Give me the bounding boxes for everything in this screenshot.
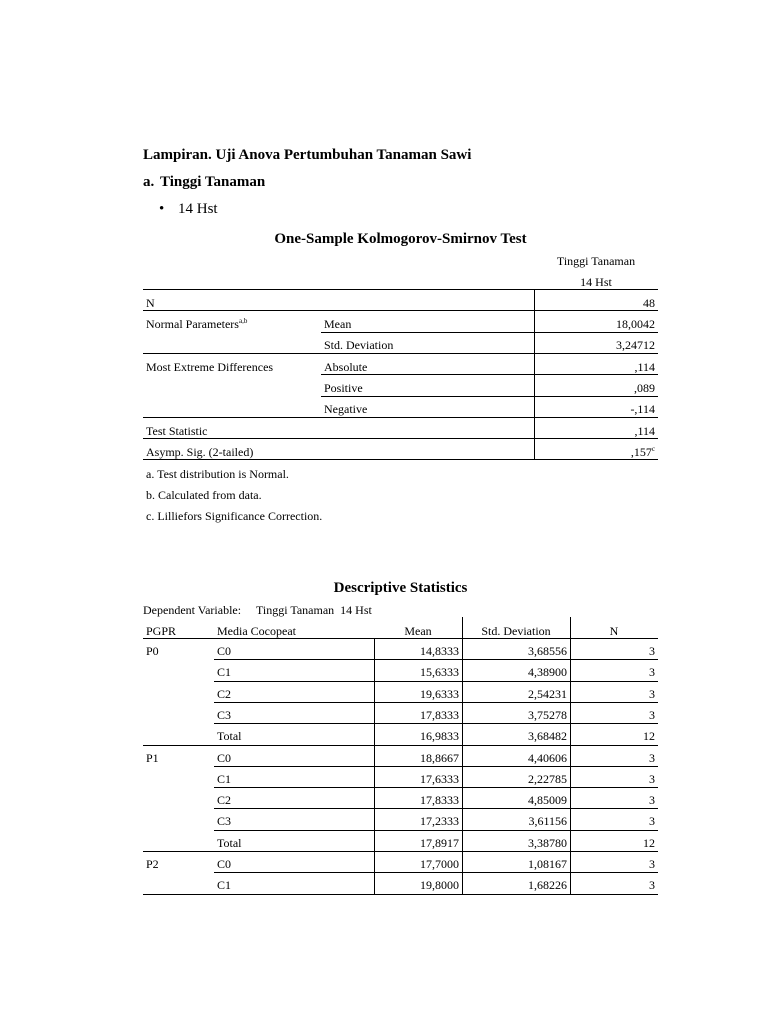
ks-asymp-label: Asymp. Sig. (2-tailed): [146, 445, 254, 459]
desc-cell-n: 3: [649, 686, 655, 701]
ks-col-header-line1: Tinggi Tanaman: [556, 254, 636, 268]
desc-cell-n: 3: [649, 750, 655, 765]
ks-normal-params-sup: a,b: [238, 317, 248, 325]
desc-cell-std: 1,68226: [528, 878, 567, 893]
ks-normal-params-label: Normal Parameters$^{a,b}$: [146, 317, 248, 331]
desc-cell-std: 2,22785: [528, 771, 567, 786]
ks-asymp-value: ,157$^c$: [630, 445, 655, 459]
ks-footnote-b: b. Calculated from data.: [146, 488, 262, 502]
desc-header-media: Media Cocopeat: [217, 624, 296, 638]
ks-footnote-a: a. Test distribution is Normal.: [146, 467, 289, 481]
desc-cell-pgpr: P0: [146, 644, 159, 658]
desc-cell-mean: 17,8917: [420, 835, 459, 850]
ks-footnote-c: c. Lilliefors Significance Correction.: [146, 509, 323, 523]
desc-header-std: Std. Deviation: [481, 624, 551, 638]
bullet-text: 14 Hst: [178, 201, 218, 217]
desc-cell-media: C1: [217, 771, 232, 786]
desc-cell-mean: 19,6333: [420, 686, 459, 701]
desc-cell-mean: 15,6333: [420, 665, 459, 680]
section-marker: a.: [143, 174, 155, 190]
desc-cell-mean: 14,8333: [420, 644, 459, 658]
desc-cell-media: C1: [217, 665, 232, 680]
desc-cell-n: 3: [649, 707, 655, 722]
desc-cell-std: 3,61156: [528, 814, 567, 829]
ks-positive-label: Positive: [324, 381, 363, 395]
desc-cell-n: 3: [649, 644, 655, 658]
page-heading: Lampiran. Uji Anova Pertumbuhan Tanaman Sawi: [143, 147, 472, 163]
desc-cell-media: C2: [217, 686, 232, 701]
desc-cell-n: 3: [649, 665, 655, 680]
desc-cell-std: 1,08167: [528, 857, 567, 871]
desc-cell-mean: 17,8333: [420, 793, 459, 808]
desc-dep-label: Dependent Variable:: [143, 603, 242, 617]
ks-std-value: 3,24712: [616, 338, 655, 352]
ks-table-title: One-Sample Kolmogorov-Smirnov Test: [274, 231, 527, 247]
ks-negative-label: Negative: [324, 402, 368, 416]
desc-cell-std: 4,38900: [528, 665, 567, 680]
desc-cell-mean: 19,8000: [420, 878, 459, 893]
ks-mean-value: 18,0042: [616, 317, 655, 331]
desc-cell-n: 12: [643, 729, 655, 744]
desc-cell-media: C2: [217, 793, 232, 808]
desc-cell-media: Total: [217, 835, 242, 850]
ks-col-header-line2: 14 Hst: [580, 275, 612, 289]
ks-test-stat-value: ,114: [634, 424, 655, 438]
section-title: Tinggi Tanaman: [160, 174, 266, 190]
desc-cell-mean: 18,8667: [420, 750, 459, 765]
desc-cell-std: 3,68482: [528, 729, 567, 744]
desc-cell-media: C0: [217, 857, 232, 871]
desc-cell-mean: 17,6333: [420, 771, 459, 786]
desc-cell-media: C3: [217, 814, 232, 829]
ks-extreme-diff-label: Most Extreme Differences: [146, 360, 274, 374]
desc-cell-media: C0: [217, 750, 232, 765]
desc-cell-n: 12: [643, 835, 655, 850]
ks-asymp-sup: c: [651, 445, 655, 453]
desc-cell-mean: 17,2333: [420, 814, 459, 829]
ks-mean-label: Mean: [324, 317, 352, 331]
desc-cell-std: 3,68556: [528, 644, 567, 658]
desc-cell-mean: 17,7000: [420, 857, 459, 871]
desc-header-mean: Mean: [404, 624, 432, 638]
desc-cell-media: C3: [217, 707, 232, 722]
desc-cell-n: 3: [649, 857, 655, 871]
desc-cell-pgpr: P1: [146, 750, 159, 765]
desc-cell-std: 4,85009: [528, 793, 567, 808]
desc-cell-std: 2,54231: [528, 686, 567, 701]
desc-cell-std: 3,75278: [528, 707, 567, 722]
ks-n-label: N: [146, 296, 155, 310]
desc-cell-media: C0: [217, 644, 232, 658]
desc-table-title: Descriptive Statistics: [333, 580, 468, 596]
desc-cell-n: 3: [649, 878, 655, 893]
ks-absolute-value: ,114: [634, 360, 655, 374]
ks-absolute-label: Absolute: [324, 360, 368, 374]
desc-dep-value: Tinggi Tanaman 14 Hst: [256, 603, 372, 617]
desc-cell-mean: 16,9833: [420, 729, 459, 744]
ks-std-label: Std. Deviation: [324, 338, 394, 352]
desc-cell-std: 4,40606: [528, 750, 567, 765]
desc-header-n: N: [609, 624, 619, 638]
desc-cell-std: 3,38780: [528, 835, 567, 850]
ks-n-value: 48: [643, 296, 655, 310]
bullet-dot: •: [159, 201, 165, 217]
desc-cell-n: 3: [649, 814, 655, 829]
desc-header-pgpr: PGPR: [146, 624, 177, 638]
desc-cell-n: 3: [649, 793, 655, 808]
desc-cell-mean: 17,8333: [420, 707, 459, 722]
ks-test-stat-label: Test Statistic: [146, 424, 208, 438]
desc-cell-pgpr: P2: [146, 857, 159, 871]
desc-cell-media: Total: [217, 729, 242, 744]
ks-negative-value: -,114: [630, 402, 655, 416]
desc-cell-n: 3: [649, 771, 655, 786]
desc-cell-media: C1: [217, 878, 232, 893]
ks-positive-value: ,089: [634, 381, 655, 395]
